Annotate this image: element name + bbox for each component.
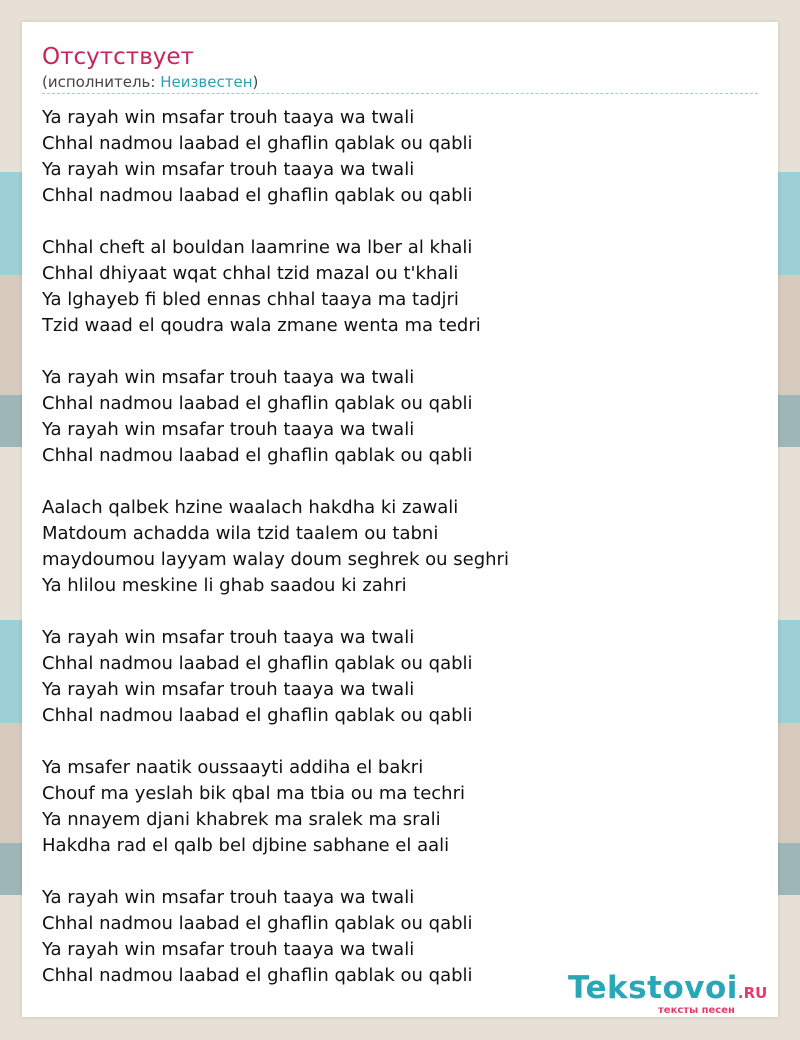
lyric-line: Hakdha rad el qalb bel djbine sabhane el aali: [42, 835, 450, 856]
lyric-line: Chhal nadmou laabad el ghaflin qablak ou qabli: [42, 913, 473, 934]
lyric-line: Ya rayah win msafar trouh taaya wa twali: [42, 887, 415, 908]
lyric-line: Chhal nadmou laabad el ghaflin qablak ou qabli: [42, 133, 473, 154]
lyric-line: Chhal nadmou laabad el ghaflin qablak ou qabli: [42, 653, 473, 674]
site-logo[interactable]: [568, 970, 768, 1016]
stanza: [42, 365, 752, 469]
lyric-line: Chouf ma yeslah bik qbal ma tbia ou ma techri: [42, 783, 465, 804]
logo-tld: .RU: [737, 984, 768, 1002]
lyric-line: Ya lghayeb fi bled ennas chhal taaya ma tadjri: [42, 289, 459, 310]
lyric-line: Ya rayah win msafar trouh taaya wa twali: [42, 627, 415, 648]
lyric-line: Ya rayah win msafar trouh taaya wa twali: [42, 107, 415, 128]
lyric-line: Chhal nadmou laabad el ghaflin qablak ou qabli: [42, 705, 473, 726]
logo-wordmark: Tekstovoi: [568, 970, 738, 1006]
logo-tagline: тексты песен: [658, 1005, 735, 1016]
lyric-line: Chhal nadmou laabad el ghaflin qablak ou qabli: [42, 393, 473, 414]
lyric-line: Aalach qalbek hzine waalach hakdha ki zawali: [42, 497, 459, 518]
lyric-line: Matdoum achadda wila tzid taalem ou tabni: [42, 523, 439, 544]
lyric-line: Chhal dhiyaat wqat chhal tzid mazal ou t'khali: [42, 263, 459, 284]
lyric-line: Chhal nadmou laabad el ghaflin qablak ou qabli: [42, 445, 473, 466]
artist-prefix: (исполнитель:: [42, 73, 161, 91]
stanza: [42, 625, 752, 729]
title-divider: [42, 93, 758, 94]
stanza: [42, 105, 752, 209]
lyric-line: Ya hlilou meskine li ghab saadou ki zahri: [42, 575, 407, 596]
lyric-line: maydoumou layyam walay doum seghrek ou seghri: [42, 549, 509, 570]
lyric-line: Ya rayah win msafar trouh taaya wa twali: [42, 939, 415, 960]
song-title: Отсутствует: [42, 44, 194, 70]
lyric-line: Ya rayah win msafar trouh taaya wa twali: [42, 679, 415, 700]
lyrics-body: [42, 105, 752, 1015]
lyric-line: Ya nnayem djani khabrek ma sralek ma srali: [42, 809, 441, 830]
lyric-line: Chhal cheft al bouldan laamrine wa lber al khali: [42, 237, 473, 258]
artist-link[interactable]: Неизвестен: [160, 73, 253, 91]
artist-line: [42, 73, 258, 91]
lyric-line: Tzid waad el qoudra wala zmane wenta ma tedri: [42, 315, 481, 336]
lyric-line: Ya rayah win msafar trouh taaya wa twali: [42, 419, 415, 440]
stanza: [42, 495, 752, 599]
lyric-line: Ya rayah win msafar trouh taaya wa twali: [42, 367, 415, 388]
artist-suffix: ): [252, 73, 259, 91]
lyric-line: Chhal nadmou laabad el ghaflin qablak ou qabli: [42, 965, 473, 986]
lyrics-card: [22, 22, 778, 1017]
stanza: [42, 755, 752, 859]
lyric-line: Ya rayah win msafar trouh taaya wa twali: [42, 159, 415, 180]
lyric-line: Ya msafer naatik oussaayti addiha el bakri: [42, 757, 424, 778]
lyric-line: Chhal nadmou laabad el ghaflin qablak ou qabli: [42, 185, 473, 206]
stanza: [42, 235, 752, 339]
